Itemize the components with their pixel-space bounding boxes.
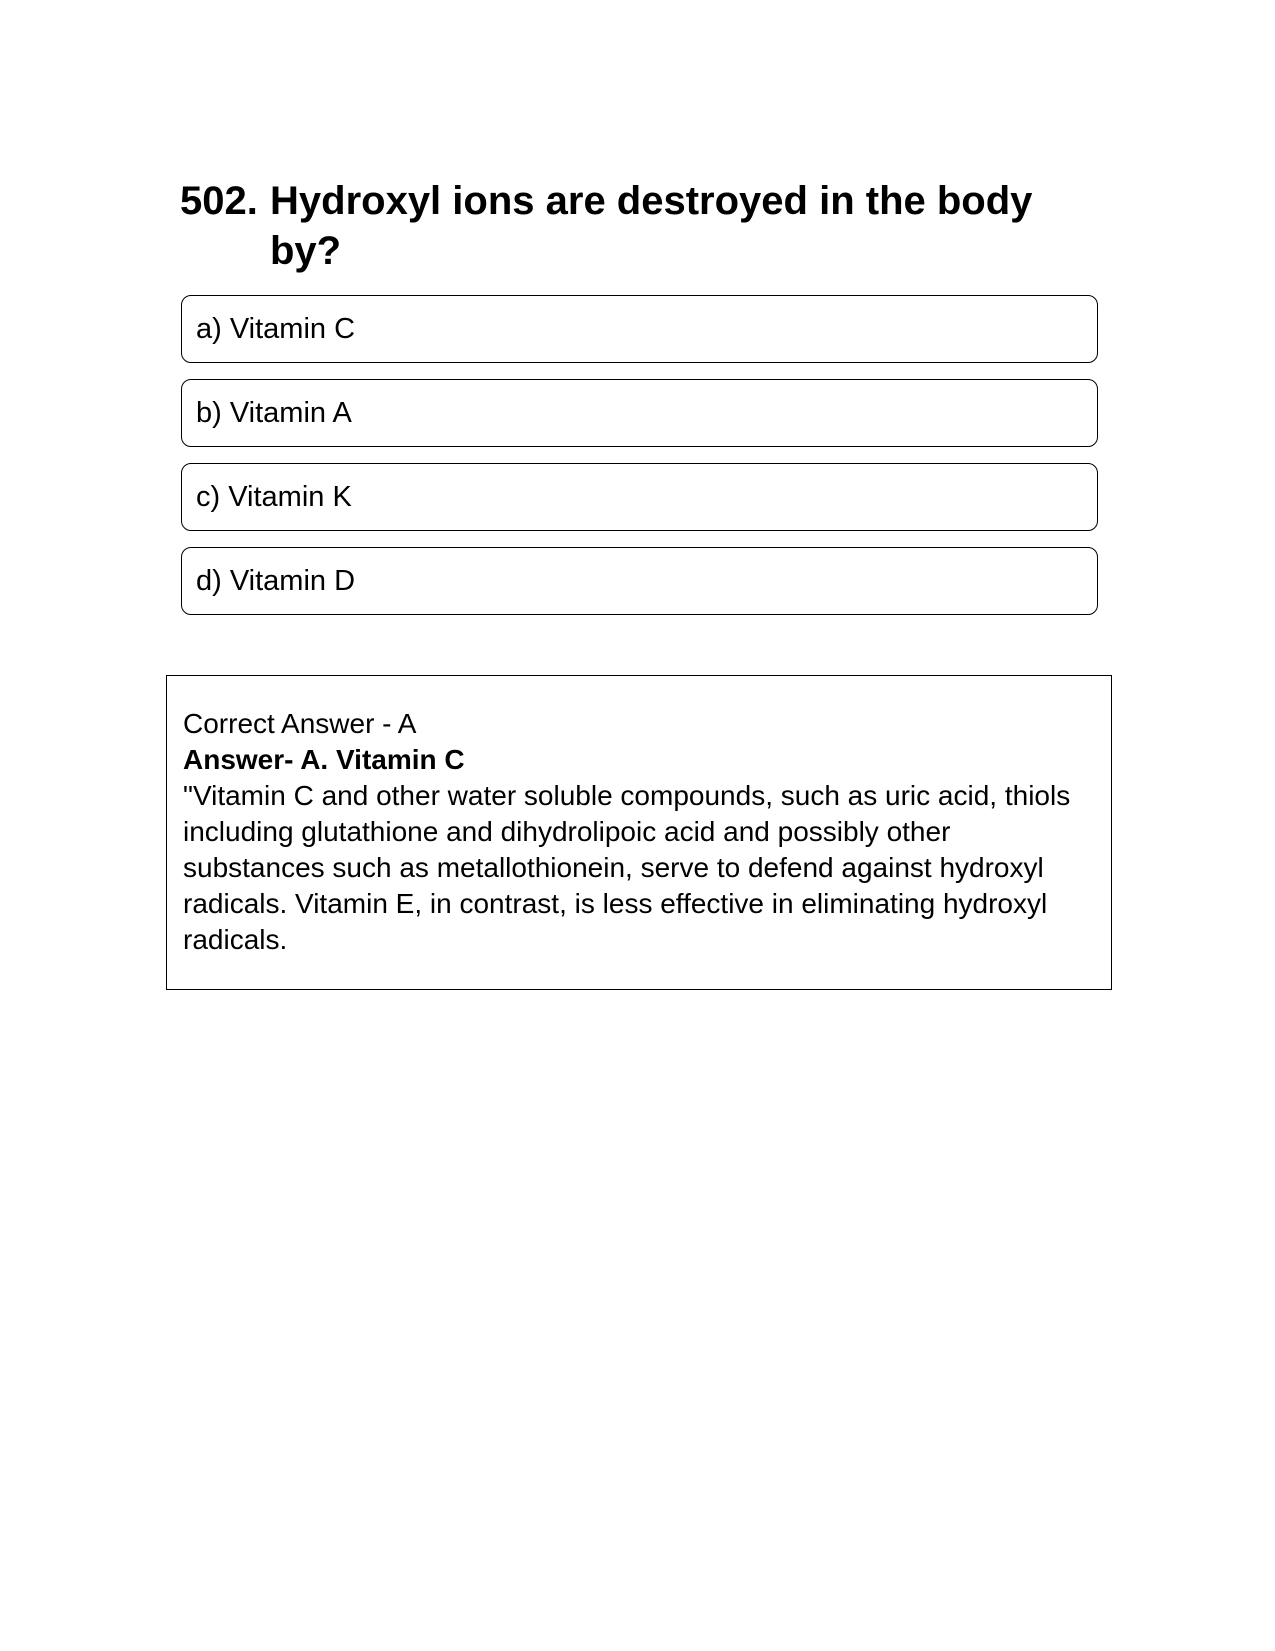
answer-box xyxy=(166,675,1112,990)
answer-explanation: "Vitamin C and other water soluble compounds, such as uric acid, thiols including glutathione and dihydrolipoic acid and possibly other substances such as metallothionein, serve to defend against hydroxyl radicals. Vitamin E, in contrast, is less effective in eliminating hydroxyl radicals. xyxy=(183,780,1071,955)
option-a[interactable] xyxy=(181,295,1098,363)
option-label: c) Vitamin K xyxy=(196,480,352,513)
answer-line: Answer- A. Vitamin C xyxy=(183,744,465,775)
option-b[interactable] xyxy=(181,379,1098,447)
option-d[interactable] xyxy=(181,547,1098,615)
option-label: a) Vitamin C xyxy=(196,312,356,345)
correct-answer-line: Correct Answer - A xyxy=(183,708,417,739)
question-heading xyxy=(180,176,1100,276)
option-label: b) Vitamin A xyxy=(196,396,352,429)
option-label: d) Vitamin D xyxy=(196,564,356,597)
question-text: Hydroxyl ions are destroyed in the body by? xyxy=(270,179,1033,273)
options-list xyxy=(181,295,1098,631)
question-number: 502. xyxy=(180,179,258,223)
option-c[interactable] xyxy=(181,463,1098,531)
